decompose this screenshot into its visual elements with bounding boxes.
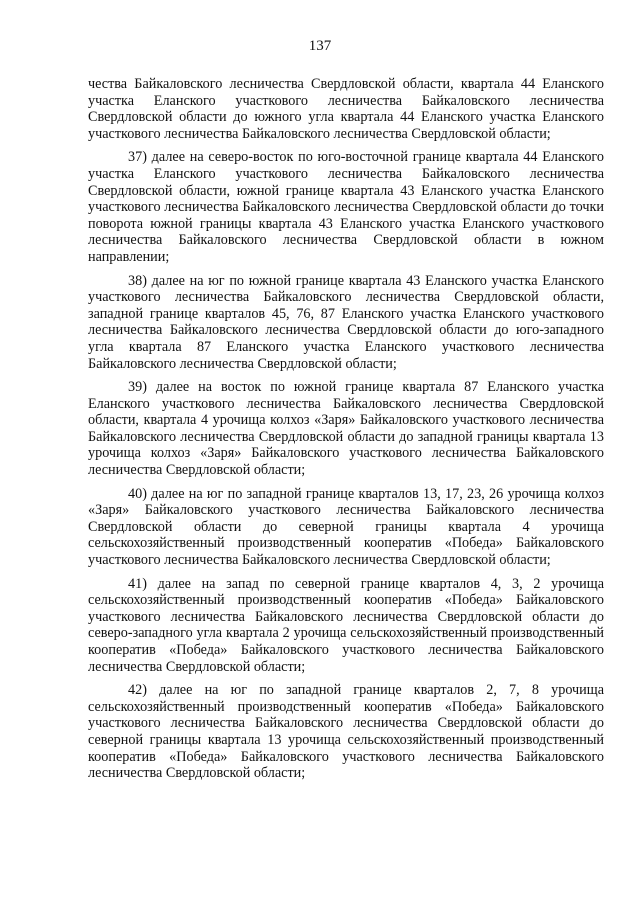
paragraph-item-41: 41) далее на запад по северной границе кварталов 4, 3, 2 урочища сельскохозяйственный производственный кооператив «Победа» Байкаловского участкового лесничества Байкаловского лесничества Свердловской области до северо-западного угла квартала 2 урочища сельскохозяйственный производственный кооператив «Победа» Байкаловского участкового лесничества Байкаловского лесничества Свердловской области; xyxy=(88,575,604,675)
paragraph-item-39: 39) далее на восток по южной границе квартала 87 Еланского участка Еланского участкового лесничества Байкаловского лесничества Свердловской области, квартала 4 урочища колхоз «Заря» Байкаловского участкового лесничества Байкаловского лесничества Свердловской области до западной границы квартала 13 урочища колхоз «Заря» Байкаловского участкового лесничества Байкаловского лесничества Свердловской области; xyxy=(88,379,604,479)
paragraph-item-40: 40) далее на юг по западной границе кварталов 13, 17, 23, 26 урочища колхоз «Заря» Байкаловского участкового лесничества Байкаловского лесничества Свердловской области до северной границы квартала 4 урочища сельскохозяйственный производственный кооператив «Победа» Байкаловского участкового лесничества Байкаловского лесничества Свердловской области; xyxy=(88,485,604,569)
paragraph-item-37: 37) далее на северо-восток по юго-восточной границе квартала 44 Еланского участка Еланского участкового лесничества Байкаловского лесничества Свердловской области, южной границе квартала 43 Еланского участка Еланского участкового лесничества Байкаловского лесничества Свердловской области до точки поворота южной границы квартала 43 Еланского участка Еланского участкового лесничества Байкаловского лесничества Свердловской области в южном направлении; xyxy=(88,149,604,265)
paragraph-continuation: чества Байкаловского лесничества Свердловской области, квартала 44 Еланского участка Еланского участкового лесничества Байкаловского лесничества Свердловской области до южного угла квартала 44 Еланского участка Еланского участкового лесничества Байкаловского лесничества Свердловской области; xyxy=(88,76,604,142)
document-body xyxy=(88,76,604,789)
paragraph-item-38: 38) далее на юг по южной границе квартала 43 Еланского участка Еланского участкового лесничества Байкаловского лесничества Свердловской области, западной границе кварталов 45, 76, 87 Еланского участка Еланского участкового лесничества Байкаловского лесничества Свердловской области до юго-западного угла квартала 87 Еланского участка Еланского участкового лесничества Байкаловского лесничества Свердловской области; xyxy=(88,272,604,372)
paragraph-item-42: 42) далее на юг по западной границе кварталов 2, 7, 8 урочища сельскохозяйственный производственный кооператив «Победа» Байкаловского участкового лесничества Байкаловского лесничества Свердловской области до северной границы квартала 13 урочища сельскохозяйственный производственный кооператив «Победа» Байкаловского участкового лесничества Байкаловского лесничества Свердловской области; xyxy=(88,682,604,782)
page-number: 137 xyxy=(308,38,332,54)
